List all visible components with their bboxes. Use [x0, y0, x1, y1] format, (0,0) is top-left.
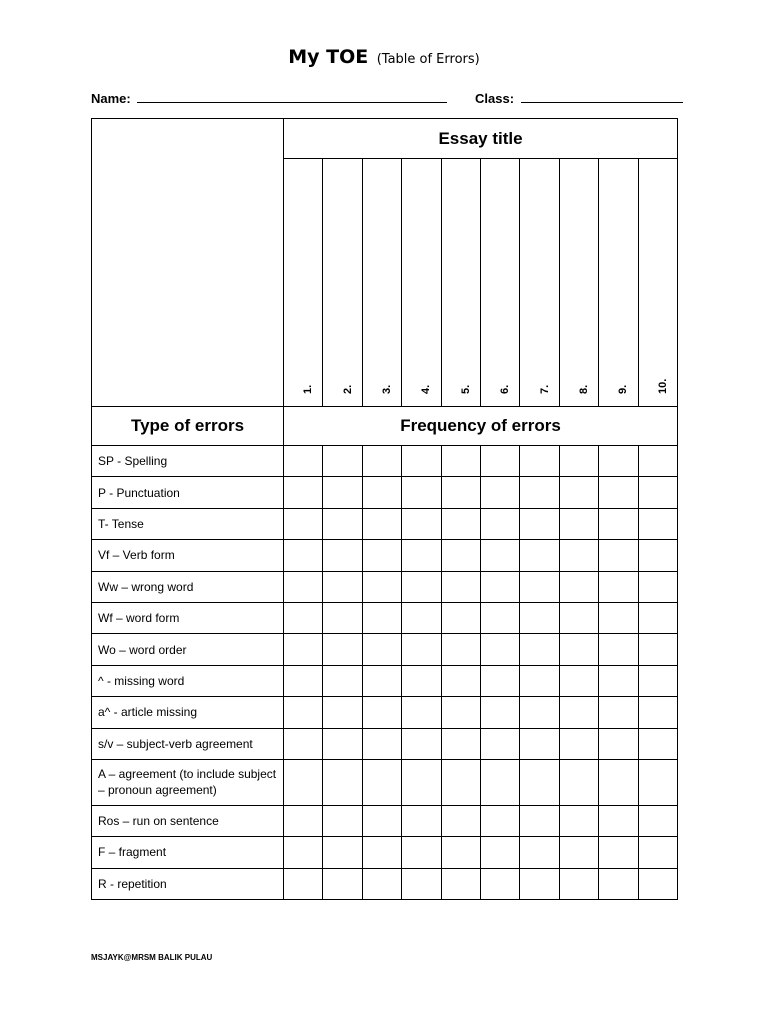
- page-title: [0, 46, 768, 68]
- frequency-cell[interactable]: [520, 868, 559, 899]
- frequency-cell[interactable]: [284, 446, 323, 477]
- frequency-cell[interactable]: [441, 571, 480, 602]
- frequency-cell[interactable]: [402, 697, 441, 728]
- frequency-cell[interactable]: [520, 759, 559, 805]
- frequency-cell[interactable]: [480, 805, 519, 836]
- frequency-cell[interactable]: [599, 837, 638, 868]
- frequency-cell[interactable]: [402, 540, 441, 571]
- name-label: Name:: [91, 91, 131, 106]
- frequency-cell[interactable]: [323, 508, 362, 539]
- frequency-cell[interactable]: [599, 697, 638, 728]
- frequency-cell[interactable]: [559, 868, 598, 899]
- essay-number-cell: [638, 159, 678, 407]
- frequency-cell[interactable]: [520, 446, 559, 477]
- frequency-cell[interactable]: [323, 837, 362, 868]
- frequency-cell[interactable]: [559, 540, 598, 571]
- frequency-cell[interactable]: [323, 602, 362, 633]
- frequency-cell[interactable]: [402, 837, 441, 868]
- frequency-cell[interactable]: [323, 634, 362, 665]
- frequency-cell[interactable]: [599, 571, 638, 602]
- frequency-cell[interactable]: [520, 837, 559, 868]
- error-row: [92, 446, 678, 477]
- frequency-cell[interactable]: [362, 540, 401, 571]
- essay-number-cell: [284, 159, 323, 407]
- essay-number-label: 10.: [656, 378, 669, 394]
- essay-number-cell: [480, 159, 519, 407]
- frequency-cell[interactable]: [520, 477, 559, 508]
- frequency-cell[interactable]: [441, 540, 480, 571]
- frequency-cell[interactable]: [599, 728, 638, 759]
- frequency-cell[interactable]: [323, 868, 362, 899]
- title-subtitle: (Table of Errors): [376, 52, 480, 67]
- frequency-cell[interactable]: [441, 805, 480, 836]
- frequency-cell[interactable]: [480, 868, 519, 899]
- frequency-cell[interactable]: [559, 634, 598, 665]
- frequency-cell[interactable]: [480, 571, 519, 602]
- frequency-cell[interactable]: [638, 446, 678, 477]
- essay-number-label: 1.: [302, 384, 315, 394]
- error-type-label: Wf – word form: [92, 602, 284, 633]
- frequency-cell[interactable]: [559, 602, 598, 633]
- error-type-label: ^ - missing word: [92, 665, 284, 696]
- frequency-cell[interactable]: [362, 759, 401, 805]
- error-row: [92, 728, 678, 759]
- frequency-cell[interactable]: [362, 728, 401, 759]
- frequency-cell[interactable]: [441, 477, 480, 508]
- frequency-cell[interactable]: [284, 728, 323, 759]
- frequency-cell[interactable]: [638, 805, 678, 836]
- essay-number-label: 5.: [459, 384, 472, 394]
- frequency-cell[interactable]: [284, 697, 323, 728]
- frequency-cell[interactable]: [323, 446, 362, 477]
- frequency-cell[interactable]: [441, 759, 480, 805]
- frequency-cell[interactable]: [559, 728, 598, 759]
- frequency-cell[interactable]: [362, 602, 401, 633]
- name-field[interactable]: [137, 90, 447, 103]
- essay-number-cell: [402, 159, 441, 407]
- frequency-cell[interactable]: [559, 837, 598, 868]
- error-type-label: Wo – word order: [92, 634, 284, 665]
- frequency-cell[interactable]: [402, 477, 441, 508]
- frequency-cell[interactable]: [520, 805, 559, 836]
- error-row: [92, 665, 678, 696]
- class-label: Class:: [475, 91, 515, 106]
- frequency-cell[interactable]: [284, 602, 323, 633]
- error-type-label: a^ - article missing: [92, 697, 284, 728]
- frequency-cell[interactable]: [480, 634, 519, 665]
- frequency-cell[interactable]: [284, 759, 323, 805]
- frequency-cell[interactable]: [559, 446, 598, 477]
- frequency-cell[interactable]: [402, 665, 441, 696]
- frequency-cell[interactable]: [362, 571, 401, 602]
- frequency-cell[interactable]: [599, 508, 638, 539]
- frequency-cell[interactable]: [402, 805, 441, 836]
- frequency-cell[interactable]: [441, 665, 480, 696]
- essay-number-label: 8.: [577, 384, 590, 394]
- frequency-cell[interactable]: [638, 868, 678, 899]
- errors-table: [91, 118, 678, 900]
- frequency-cell[interactable]: [362, 508, 401, 539]
- frequency-cell[interactable]: [638, 540, 678, 571]
- student-info-row: [91, 90, 681, 106]
- essay-number-cell: [362, 159, 401, 407]
- frequency-cell[interactable]: [284, 571, 323, 602]
- frequency-cell[interactable]: [480, 446, 519, 477]
- essay-number-label: 6.: [499, 384, 512, 394]
- frequency-cell[interactable]: [599, 634, 638, 665]
- essay-number-label: 9.: [617, 384, 630, 394]
- frequency-cell[interactable]: [638, 508, 678, 539]
- frequency-cell[interactable]: [520, 634, 559, 665]
- footer-credit: MSJAYK@MRSM BALIK PULAU: [91, 953, 213, 962]
- error-type-label: Ww – wrong word: [92, 571, 284, 602]
- error-row: [92, 697, 678, 728]
- error-type-label: s/v – subject-verb agreement: [92, 728, 284, 759]
- frequency-cell[interactable]: [520, 728, 559, 759]
- frequency-cell[interactable]: [480, 540, 519, 571]
- frequency-cell[interactable]: [402, 508, 441, 539]
- frequency-cell[interactable]: [402, 602, 441, 633]
- frequency-cell[interactable]: [638, 728, 678, 759]
- frequency-cell[interactable]: [638, 634, 678, 665]
- frequency-cell[interactable]: [441, 697, 480, 728]
- frequency-cell[interactable]: [441, 602, 480, 633]
- frequency-cell[interactable]: [638, 477, 678, 508]
- essay-number-cell: [599, 159, 638, 407]
- error-type-label: F – fragment: [92, 837, 284, 868]
- title-main: My TOE: [288, 46, 369, 68]
- essay-number-label: 4.: [420, 384, 433, 394]
- error-type-label: R - repetition: [92, 868, 284, 899]
- frequency-cell[interactable]: [284, 805, 323, 836]
- frequency-cell[interactable]: [599, 446, 638, 477]
- frequency-cell[interactable]: [638, 571, 678, 602]
- frequency-cell[interactable]: [559, 571, 598, 602]
- frequency-cell[interactable]: [638, 602, 678, 633]
- frequency-cell[interactable]: [520, 602, 559, 633]
- frequency-cell[interactable]: [520, 508, 559, 539]
- frequency-cell[interactable]: [362, 868, 401, 899]
- frequency-cell[interactable]: [284, 477, 323, 508]
- frequency-cell[interactable]: [284, 634, 323, 665]
- frequency-cell[interactable]: [480, 602, 519, 633]
- frequency-of-errors-header: Frequency of errors: [284, 407, 678, 446]
- frequency-cell[interactable]: [441, 837, 480, 868]
- frequency-cell[interactable]: [480, 759, 519, 805]
- frequency-cell[interactable]: [599, 477, 638, 508]
- essay-number-label: 2.: [341, 384, 354, 394]
- frequency-cell[interactable]: [362, 446, 401, 477]
- frequency-cell[interactable]: [441, 868, 480, 899]
- frequency-cell[interactable]: [323, 665, 362, 696]
- class-field[interactable]: [521, 90, 683, 103]
- frequency-cell[interactable]: [638, 759, 678, 805]
- frequency-cell[interactable]: [520, 571, 559, 602]
- error-type-label: T- Tense: [92, 508, 284, 539]
- frequency-cell[interactable]: [599, 805, 638, 836]
- frequency-cell[interactable]: [441, 634, 480, 665]
- frequency-cell[interactable]: [441, 446, 480, 477]
- error-row: [92, 805, 678, 836]
- frequency-cell[interactable]: [599, 540, 638, 571]
- frequency-cell[interactable]: [402, 759, 441, 805]
- frequency-cell[interactable]: [284, 665, 323, 696]
- frequency-cell[interactable]: [599, 759, 638, 805]
- frequency-cell[interactable]: [559, 697, 598, 728]
- frequency-cell[interactable]: [323, 697, 362, 728]
- frequency-cell[interactable]: [441, 508, 480, 539]
- error-type-label: SP - Spelling: [92, 446, 284, 477]
- frequency-cell[interactable]: [284, 508, 323, 539]
- error-row: [92, 508, 678, 539]
- frequency-cell[interactable]: [323, 805, 362, 836]
- frequency-cell[interactable]: [480, 728, 519, 759]
- error-type-label: Vf – Verb form: [92, 540, 284, 571]
- error-row: [92, 477, 678, 508]
- type-of-errors-header: Type of errors: [92, 407, 284, 446]
- essay-title-header: Essay title: [284, 119, 678, 159]
- frequency-cell[interactable]: [323, 540, 362, 571]
- frequency-cell[interactable]: [480, 508, 519, 539]
- frequency-cell[interactable]: [638, 665, 678, 696]
- frequency-cell[interactable]: [638, 837, 678, 868]
- blank-corner-cell: [92, 119, 284, 407]
- frequency-cell[interactable]: [402, 634, 441, 665]
- frequency-cell[interactable]: [362, 477, 401, 508]
- essay-number-cell: [520, 159, 559, 407]
- frequency-cell[interactable]: [559, 805, 598, 836]
- error-type-label: Ros – run on sentence: [92, 805, 284, 836]
- frequency-cell[interactable]: [284, 540, 323, 571]
- frequency-cell[interactable]: [323, 728, 362, 759]
- frequency-cell[interactable]: [599, 602, 638, 633]
- essay-number-label: 7.: [538, 384, 551, 394]
- error-row: [92, 868, 678, 899]
- frequency-cell[interactable]: [402, 446, 441, 477]
- frequency-cell[interactable]: [323, 759, 362, 805]
- frequency-cell[interactable]: [559, 477, 598, 508]
- frequency-cell[interactable]: [362, 634, 401, 665]
- error-row: [92, 602, 678, 633]
- frequency-cell[interactable]: [480, 665, 519, 696]
- error-type-label: A – agreement (to include subject – pronoun agreement): [92, 759, 284, 805]
- frequency-cell[interactable]: [402, 571, 441, 602]
- frequency-cell[interactable]: [599, 868, 638, 899]
- frequency-cell[interactable]: [559, 665, 598, 696]
- essay-number-cell: [559, 159, 598, 407]
- frequency-cell[interactable]: [284, 868, 323, 899]
- frequency-cell[interactable]: [323, 571, 362, 602]
- error-row: [92, 759, 678, 805]
- frequency-cell[interactable]: [362, 837, 401, 868]
- frequency-cell[interactable]: [480, 477, 519, 508]
- error-row: [92, 837, 678, 868]
- frequency-cell[interactable]: [599, 665, 638, 696]
- frequency-cell[interactable]: [402, 868, 441, 899]
- frequency-cell[interactable]: [362, 665, 401, 696]
- frequency-cell[interactable]: [638, 697, 678, 728]
- error-row: [92, 634, 678, 665]
- error-type-label: P - Punctuation: [92, 477, 284, 508]
- frequency-cell[interactable]: [520, 540, 559, 571]
- error-row: [92, 571, 678, 602]
- frequency-cell[interactable]: [480, 837, 519, 868]
- frequency-cell[interactable]: [323, 477, 362, 508]
- error-row: [92, 540, 678, 571]
- frequency-cell[interactable]: [520, 697, 559, 728]
- frequency-cell[interactable]: [362, 805, 401, 836]
- frequency-cell[interactable]: [480, 697, 519, 728]
- essay-number-cell: [323, 159, 362, 407]
- frequency-cell[interactable]: [559, 759, 598, 805]
- essay-number-label: 3.: [380, 384, 393, 394]
- frequency-cell[interactable]: [520, 665, 559, 696]
- frequency-cell[interactable]: [441, 728, 480, 759]
- frequency-cell[interactable]: [362, 697, 401, 728]
- frequency-cell[interactable]: [559, 508, 598, 539]
- frequency-cell[interactable]: [402, 728, 441, 759]
- frequency-cell[interactable]: [284, 837, 323, 868]
- essay-number-cell: [441, 159, 480, 407]
